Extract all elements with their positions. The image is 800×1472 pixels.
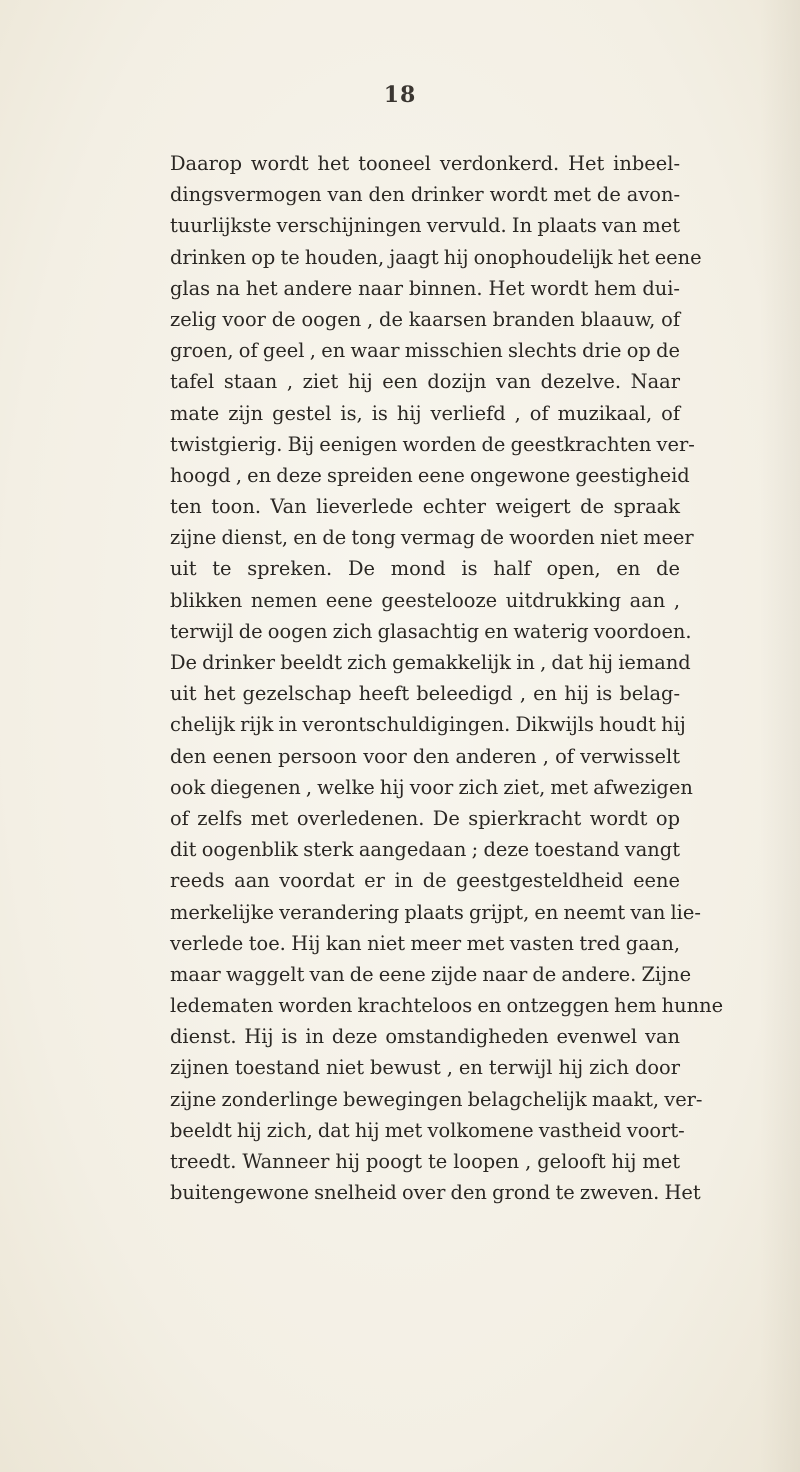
text-line: zelig voor de oogen , de kaarsen branden blaauw, of	[170, 307, 680, 331]
text-line: zijne dienst, en de tong vermag de woorden niet meer	[170, 526, 694, 550]
text-line: glas na het andere naar binnen. Het wordt hem dui-	[170, 276, 680, 300]
text-line: merkelijke verandering plaats grijpt, en neemt van lie-	[170, 900, 701, 924]
text-line: tuurlijkste verschijningen vervuld. In plaats van met	[170, 214, 680, 238]
text-line: dienst. Hij is in deze omstandigheden evenwel van	[170, 1025, 680, 1049]
body-text	[170, 148, 724, 1208]
text-line: dit oogenblik sterk aangedaan ; deze toestand vangt	[170, 838, 680, 862]
text-line: reeds aan voordat er in de geestgesteldheid eene	[170, 869, 680, 893]
text-line: treedt. Wanneer hij poogt te loopen , gelooft hij met	[170, 1150, 680, 1173]
text-line: zijnen toestand niet bewust , en terwijl hij zich door	[170, 1056, 680, 1080]
text-line: chelijk rijk in verontschuldigingen. Dikwijls houdt hij	[170, 713, 686, 737]
text-line: maar waggelt van de eene zijde naar de andere. Zijne	[170, 962, 692, 986]
text-line: uit het gezelschap heeft beleedigd , en hij is belag-	[170, 682, 680, 706]
text-line: mate zijn gestel is, is hij verliefd , of muzikaal, of	[170, 401, 680, 425]
text-line: twistgierig. Bij eenigen worden de geestkrachten ver-	[170, 432, 695, 456]
text-line: buitengewone snelheid over den grond te zweven. Het	[170, 1181, 701, 1205]
page-number: 18	[383, 82, 417, 108]
text-line: ook diegenen , welke hij voor zich ziet, met afwezigen	[170, 775, 693, 799]
text-line: den eenen persoon voor den anderen , of verwisselt	[170, 744, 680, 768]
page-edge-shadow	[760, 0, 800, 1472]
text-line: of zelfs met overledenen. De spierkracht wordt op	[170, 806, 680, 830]
text-line: beeldt hij zich, dat hij met volkomene vastheid voort-	[170, 1118, 685, 1142]
text-line: tafel staan , ziet hij een dozijn van dezelve. Naar	[170, 370, 680, 394]
text-line: drinken op te houden, jaagt hij onophoudelijk het eene	[170, 245, 702, 269]
text-line: uit te spreken. De mond is half open, en de	[170, 557, 680, 581]
text-line: ledematen worden krachteloos en ontzeggen hem hunne	[170, 994, 724, 1018]
text-line: Daarop wordt het tooneel verdonkerd. Het inbeel-	[170, 152, 680, 175]
text-line: zijne zonderlinge bewegingen belagchelijk maakt, ver-	[170, 1087, 703, 1111]
text-line: De drinker beeldt zich gemakkelijk in , dat hij iemand	[170, 651, 691, 674]
text-line: verlede toe. Hij kan niet meer met vasten tred gaan,	[170, 931, 680, 955]
text-line: blikken nemen eene geestelooze uitdrukking aan ,	[170, 588, 680, 612]
text-line: groen, of geel , en waar misschien slechts drie op de	[170, 339, 680, 363]
text-line: dingsvermogen van den drinker wordt met de avon-	[170, 183, 680, 207]
text-line: ten toon. Van lieverlede echter weigert de spraak	[170, 495, 680, 519]
text-line: terwijl de oogen zich glasachtig en waterig voordoen.	[170, 619, 692, 643]
text-line: hoogd , en deze spreiden eene ongewone geestigheid	[170, 463, 690, 487]
